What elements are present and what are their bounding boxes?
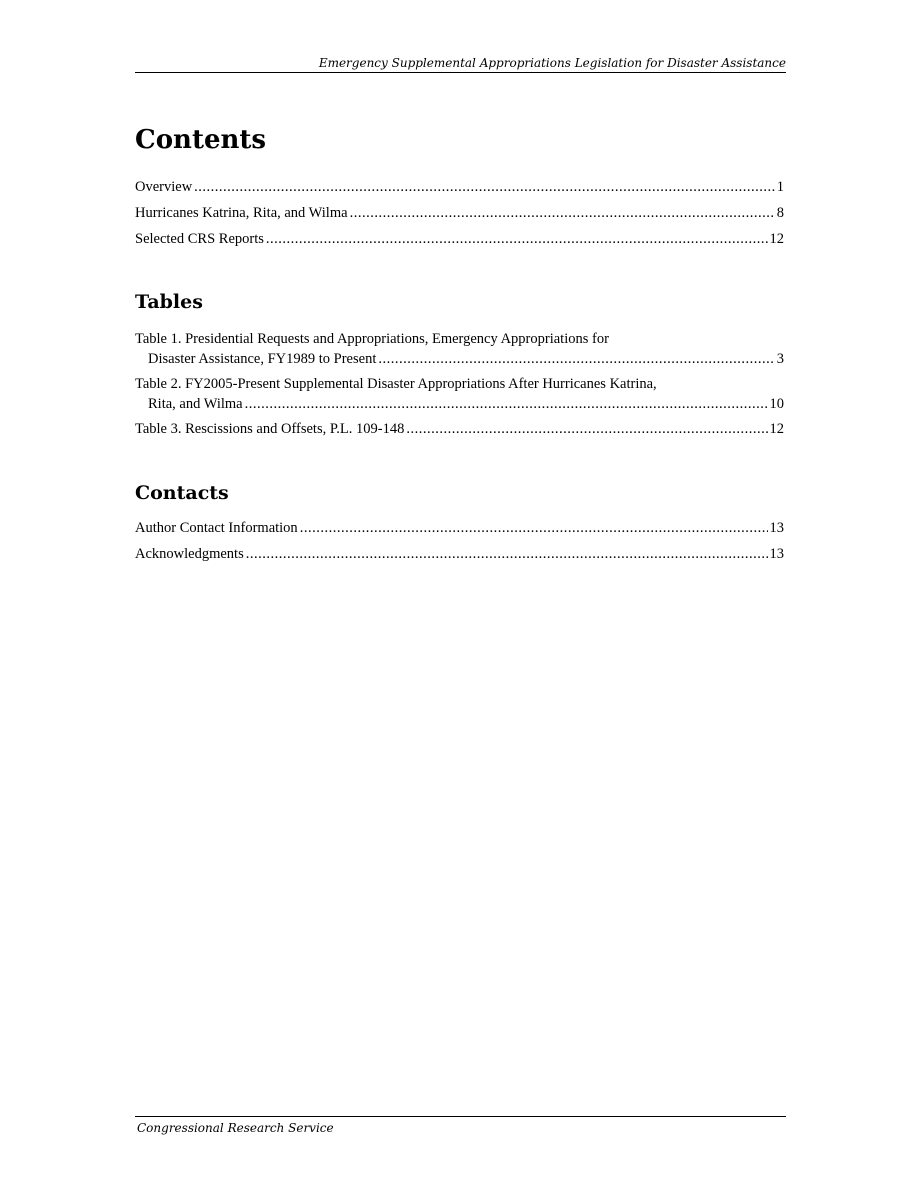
toc-page-number: 12 [769,421,784,437]
toc-entry-title: Table 1. Presidential Requests and Appropriations, Emergency Appropriations for [135,331,609,347]
toc-entry-title: Table 2. FY2005-Present Supplemental Disaster Appropriations After Hurricanes Katrina, [135,376,657,392]
toc-entry-table-1[interactable] [135,329,784,374]
toc-entry-title: Acknowledgments [135,546,244,562]
header-rule [135,72,786,73]
toc-entry-title-continued: Disaster Assistance, FY1989 to Present [148,351,377,367]
tables-list [135,329,784,445]
toc-page-number: 8 [776,205,784,221]
contacts-heading: Contacts [135,482,229,504]
toc-entry-title: Author Contact Information [135,520,298,536]
toc-entry-hurricanes[interactable] [135,203,784,229]
toc-page-number: 13 [769,520,784,536]
contacts-list [135,518,784,570]
toc-leader [266,229,768,249]
toc-entry-table-3[interactable] [135,419,784,445]
running-header: Emergency Supplemental Appropriations Legislation for Disaster Assistance [318,56,786,70]
toc-entry-acknowledgments[interactable] [135,544,784,570]
running-footer: Congressional Research Service [137,1121,334,1135]
toc-page-number: 13 [769,546,784,562]
toc-page-number: 12 [769,231,784,247]
tables-heading: Tables [135,291,203,313]
toc-leader [378,349,774,369]
toc-entry-author-contact[interactable] [135,518,784,544]
toc-page-number: 1 [776,179,784,195]
toc-leader [194,177,775,197]
toc-leader [406,419,767,439]
toc-entry-title: Hurricanes Katrina, Rita, and Wilma [135,205,348,221]
toc-entry-selected-crs-reports[interactable] [135,229,784,255]
toc-leader [300,518,768,538]
toc-entry-title-continued: Rita, and Wilma [148,396,243,412]
toc-entry-title: Selected CRS Reports [135,231,264,247]
toc-entry-title: Overview [135,179,193,195]
contents-list [135,177,784,255]
toc-entry-overview[interactable] [135,177,784,203]
toc-entry-table-2[interactable] [135,374,784,419]
toc-page-number: 3 [776,351,784,367]
toc-leader [245,394,768,414]
contents-heading: Contents [135,125,267,155]
toc-entry-title: Table 3. Rescissions and Offsets, P.L. 109-148 [135,421,405,437]
toc-leader [350,203,775,223]
footer-rule [135,1116,786,1117]
toc-page-number: 10 [769,396,784,412]
toc-leader [246,544,768,564]
